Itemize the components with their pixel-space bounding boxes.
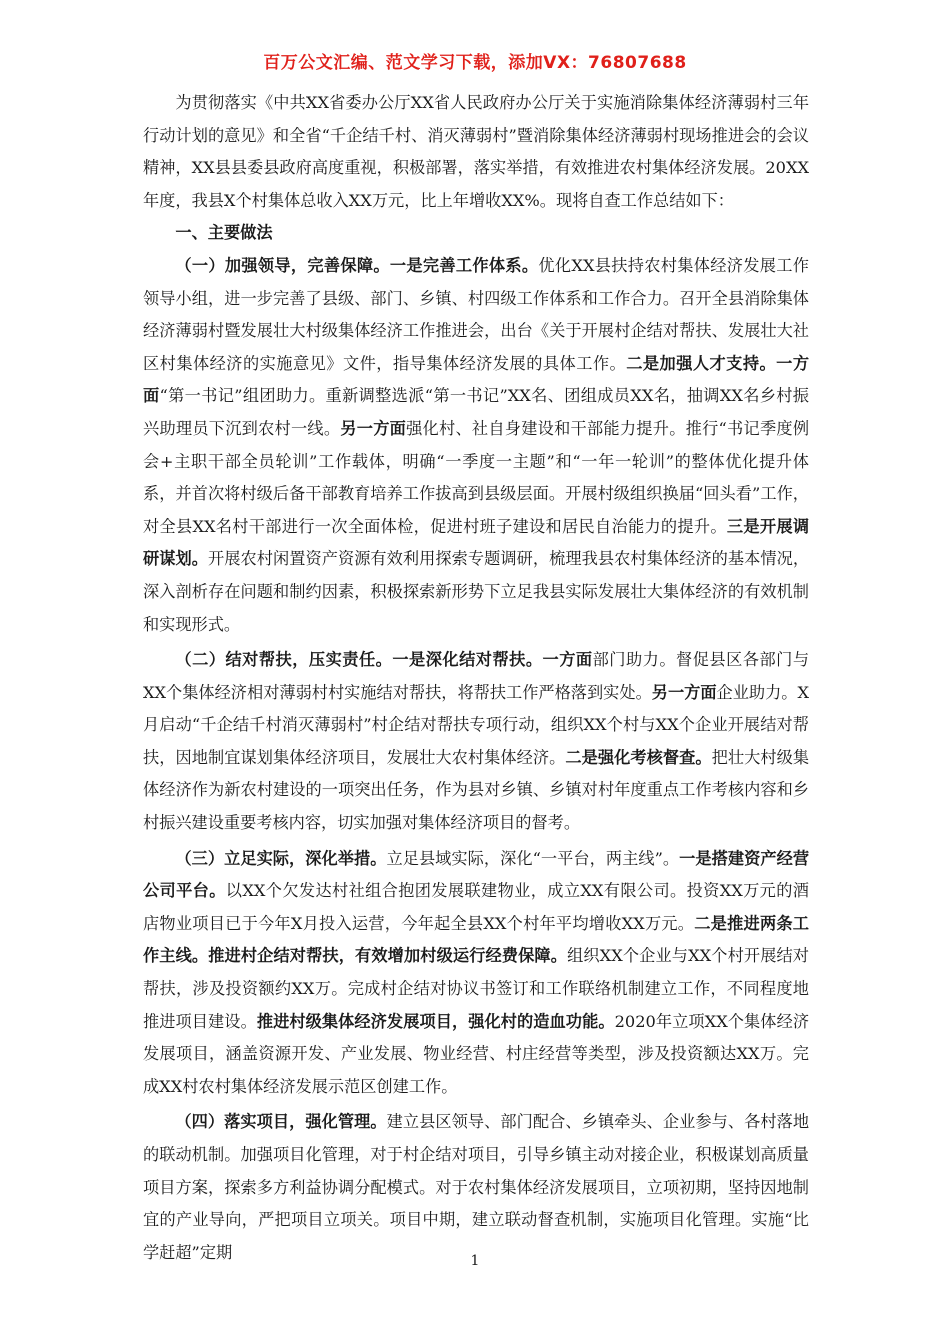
paragraph-practical-measures: （三）立足实际，深化举措。立足县域实际，深化“一平台，两主线”。一是搭建资产经营公司平台。以XX个欠发达村社组合抱团发展联建物业，成立XX有限公司。投资XX万元的酒店物业项目已于今年X月投入运营，今年起全县XX个村年平均增收XX万元。二是推进两条工作主线。推进村企结对帮扶，有效增加村级运行经费保障。组织XX个企业与XX个村开展结对帮扶，涉及投资额约XX万。完成村企结对协议书签订和工作联络机制建立工作，不同程度地推进项目建设。推进村级集体经济发展项目，强化村的造血功能。2020年立项XX个集体经济发展项目，涵盖资源开发、产业发展、物业经营、村庄经营等类型，涉及投资额达XX万。完成XX村农村集体经济发展示范区创建工作。	[143, 848, 810, 1096]
paragraph-title: （一）加强领导，完善保障。	[175, 255, 390, 275]
bold-point: 一是完善工作体系。	[389, 255, 539, 275]
section-heading-main-practices: 一、主要做法	[175, 223, 273, 243]
bold-point: 一方面	[143, 353, 810, 406]
paragraph-title: （四）落实项目，强化管理。	[175, 1112, 387, 1132]
document-body	[143, 87, 809, 1269]
paragraph-leadership: （一）加强领导，完善保障。一是完善工作体系。优化XX县扶持农村集体经济发展工作领导小组，进一步完善了县级、部门、乡镇、村四级工作体系和工作合力。召开全县消除集体经济薄弱村暨发展壮大村级集体经济工作推进会，出台《关于开展村企结对帮扶、发展壮大社区村集体经济的实施意见》文件，指导集体经济发展的具体工作。二是加强人才支持。一方面“第一书记”组团助力。重新调整选派“第一书记”XX名、团组成员XX名，抽调XX名乡村振兴助理员下沉到农村一线。另一方面强化村、社自身建设和干部能力提升。推行“书记季度例会+主职干部全员轮训”工作载体，明确“一季度一主题”和“一年一轮训”的整体优化提升体系，并首次将村级后备干部教育培养工作拔高到县级层面。开展村级组织换届“回头看”工作，对全县XX名村干部进行一次全面体检，促进村班子建设和居民自治能力的提升。三是开展调研谋划。开展农村闲置资产资源有效利用探索专题调研，梳理我县农村集体经济的基本情况，深入剖析存在问题和制约因素，积极探索新形势下立足我县实际发展壮大集体经济的有效机制和实现形式。	[143, 255, 810, 634]
bold-point: 另一方面	[651, 682, 717, 702]
page-number: 1	[470, 1253, 480, 1269]
bold-point: 二是加强人才支持。	[626, 353, 777, 373]
bold-point: 二是强化考核督查。	[565, 747, 712, 767]
bold-point: 二是推进两条工作主线。推进村企结对帮扶，有效增加村级运行经费保障。	[143, 913, 809, 966]
bold-point: 一是搭建资产经营公司平台。	[143, 848, 810, 901]
bold-point: 三是开展调研谋划。	[143, 516, 810, 569]
paragraph-title: （二）结对帮扶，压实责任。	[175, 650, 393, 670]
paragraph-project-management: （四）落实项目，强化管理。建立县区领导、部门配合、乡镇牵头、企业参与、各村落地的联动机制。加强项目化管理，对于村企结对项目，引导乡镇主动对接企业，积极谋划高质量项目方案，探索多方利益协调分配模式。对于农村集体经济发展项目，立项初期，坚持因地制宜的产业导向，严把项目立项关。项目中期，建立联动督查机制，实施项目化管理。实施“比学赶超”定期	[143, 1112, 810, 1262]
promo-banner: 百万公文汇编、范文学习下载，添加VX：76807688	[263, 53, 687, 73]
paragraph-pairing-assistance: （二）结对帮扶，压实责任。一是深化结对帮扶。一方面部门助力。督促县区各部门与XX个集体经济相对薄弱村村实施结对帮扶，将帮扶工作严格落到实处。另一方面企业助力。X月启动“千企结千村消灭薄弱村”村企结对帮扶专项行动，组织XX个村与XX个企业开展结对帮扶，因地制宜谋划集体经济项目，发展壮大农村集体经济。二是强化考核督查。把壮大村级集体经济作为新农村建设的一项突出任务，作为县对乡镇、乡镇对村年度重点工作考核内容和乡村振兴建设重要考核内容，切实加强对集体经济项目的督考。	[143, 650, 810, 833]
intro-paragraph: 为贯彻落实《中共XX省委办公厅XX省人民政府办公厅关于实施消除集体经济薄弱村三年行动计划的意见》和全省“千企结千村、消灭薄弱村”暨消除集体经济薄弱村现场推进会的会议精神，XX县县委县政府高度重视，积极部署，落实举措，有效推进农村集体经济发展。20XX年度，我县X个村集体总收入XX万元，比上年增收XX%。现将自查工作总结如下：	[143, 93, 809, 210]
bold-point: 另一方面	[340, 418, 407, 438]
bold-point: 推进村级集体经济发展项目，强化村的造血功能。	[256, 1011, 615, 1031]
bold-point: 一是深化结对帮扶。	[392, 650, 543, 670]
paragraph-title: （三）立足实际，深化举措。	[175, 848, 387, 868]
bold-point: 一方面	[542, 650, 593, 670]
